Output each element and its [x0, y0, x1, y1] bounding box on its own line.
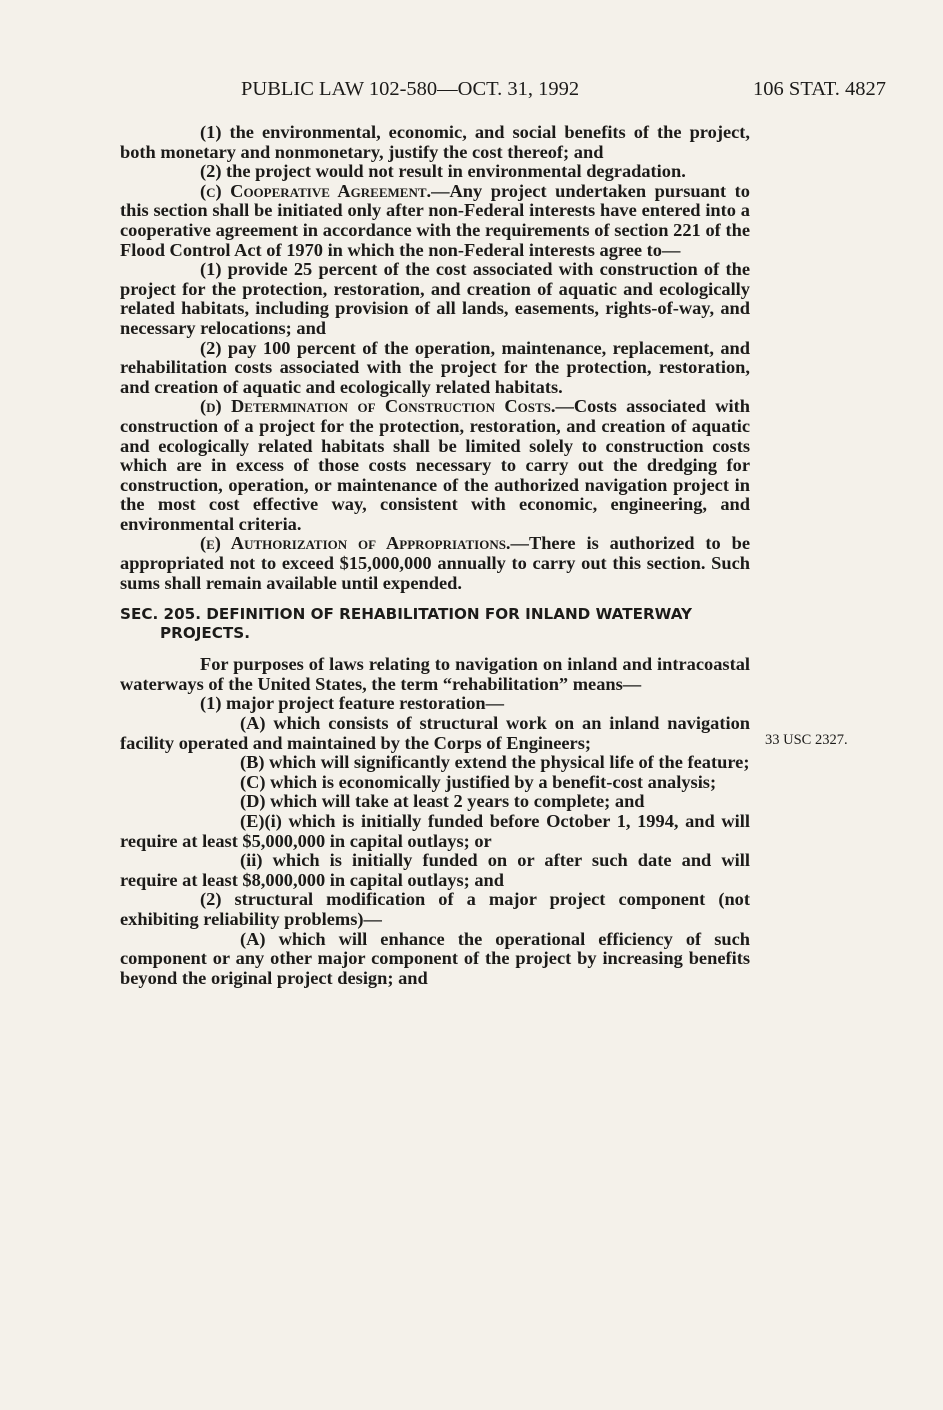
section-heading-line-1: SEC. 205. DEFINITION OF REHABILITATION FOR INLAND WATERWAY — [120, 605, 693, 624]
paragraph-s2a: (A) which will enhance the operational efficiency of such component or any other major component of the project by increasing benefits beyond the original project design; and — [120, 928, 750, 988]
paragraph-b2: (2) the project would not result in environmental degradation. — [200, 161, 686, 182]
paragraph-s1d: (D) which will take at least 2 years to complete; and — [240, 791, 645, 812]
paragraph-s1e-ii: (ii) which is initially funded on or after such date and will require at least $8,000,000 in capital outlays; and — [120, 850, 750, 890]
statute-page-number: 106 STAT. 4827 — [753, 78, 886, 100]
public-law-citation: PUBLIC LAW 102-580—OCT. 31, 1992 — [241, 78, 580, 100]
section-heading — [120, 605, 750, 643]
subsection-e-heading: (e) Authorization of Appropriations. — [200, 533, 511, 554]
subsection-c — [120, 182, 750, 260]
subsection-d-heading: (d) Determination of Construction Costs. — [200, 396, 556, 417]
paragraph-s1c: (C) which is economically justified by a benefit-cost analysis; — [240, 771, 717, 792]
subsection-d-text: —Costs associated with construction of a project for the protection, restoration, and creation of aquatic and ecologically related habitats shall be limited solely to construction costs which are in excess of those costs necessary to carry out the dredging for construction, operation, or maintenance of the authorized navigation project in the most cost effective way, consistent with economic, engineering, and environmental criteria. — [120, 396, 750, 534]
subsection-e-text: —There is authorized to be appropriated not to exceed $15,000,000 annually to carry out this section. Such sums shall remain available until expended. — [120, 533, 750, 593]
subsection-c-heading: (c) Cooperative Agreement. — [200, 180, 432, 201]
paragraph-c1: (1) provide 25 percent of the cost associated with construction of the project for the protection, restoration, and creation of aquatic and ecologically related habitats, including provision of all lands, easements, rights-of-way, and necessary relocations; and — [120, 259, 750, 338]
paragraph-s1: (1) major project feature restoration— — [200, 693, 505, 714]
paragraph-s2: (2) structural modification of a major project component (not exhibiting reliability problems)— — [120, 889, 750, 929]
page-header — [0, 78, 943, 108]
section-intro: For purposes of laws relating to navigation on inland and intracoastal waterways of the United States, the term “rehabilitation” means— — [120, 654, 750, 694]
subsection-d — [120, 397, 750, 534]
section-heading-line-2: PROJECTS. — [160, 624, 250, 643]
document-body — [120, 123, 750, 988]
paragraph-s1b: (B) which will significantly extend the physical life of the feature; — [240, 752, 750, 773]
spacer — [120, 593, 750, 605]
paragraph-s1a: (A) which consists of structural work on an inland navigation facility operated and maintained by the Corps of Engineers; — [120, 713, 750, 753]
margin-usc-citation: 33 USC 2327. — [765, 732, 848, 748]
paragraph-c2: (2) pay 100 percent of the operation, maintenance, replacement, and rehabilitation costs associated with the project for the protection, restoration, and creation of aquatic and ecologically related habitats. — [120, 337, 750, 397]
subsection-c-text: —Any project undertaken pursuant to this section shall be initiated only after non-Federal interests have entered into a cooperative agreement in accordance with the requirements of section 221 of the Flood Control Act of 1970 in which the non-Federal interests agree to— — [120, 180, 750, 260]
paragraph-s1e-i: (E)(i) which is initially funded before October 1, 1994, and will require at least $5,000,000 in capital outlays; or — [120, 811, 750, 851]
subsection-e — [120, 534, 750, 593]
paragraph-b1: (1) the environmental, economic, and social benefits of the project, both monetary and nonmonetary, justify the cost thereof; and — [120, 122, 750, 162]
